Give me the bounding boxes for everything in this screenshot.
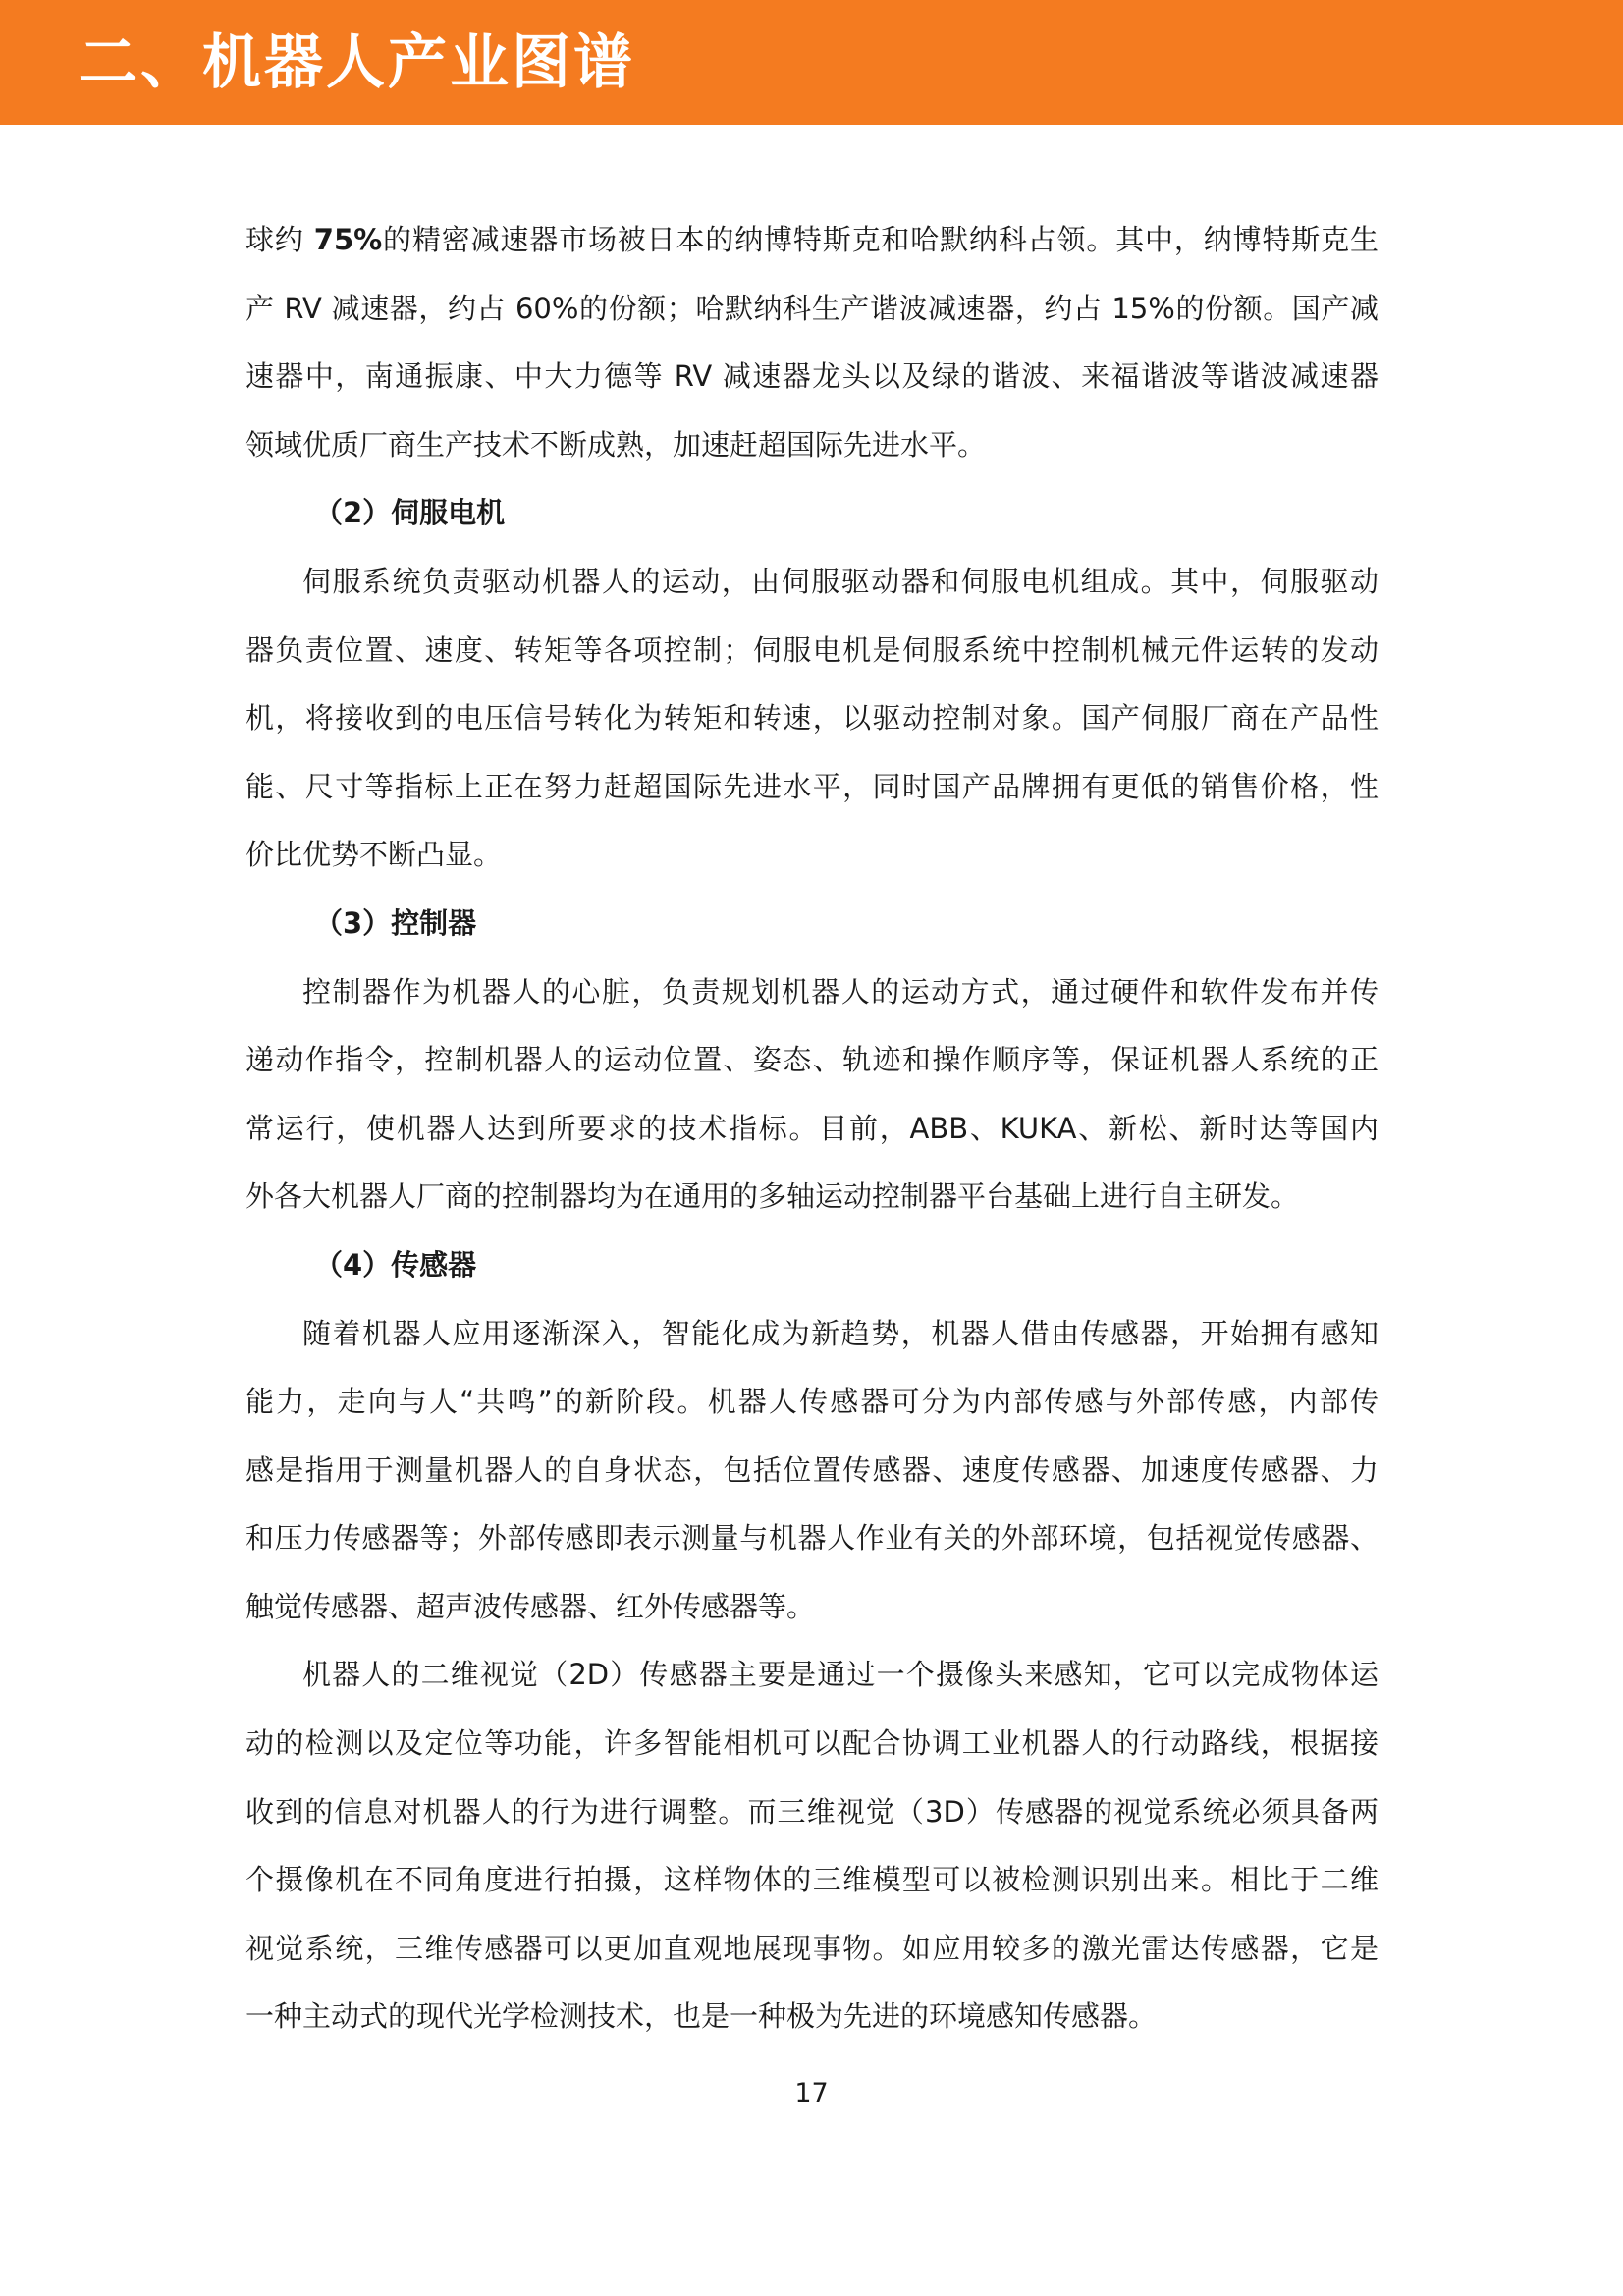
text-line: 外各大机器人厂商的控制器均为在通用的多轴运动控制器平台基础上进行自主研发。 <box>245 1179 1300 1214</box>
text-line: 能、尺寸等指标上正在努力赶超国际先进水平，同时国产品牌拥有更低的销售价格，性 <box>245 769 1379 803</box>
text-line: 随着机器人应用逐渐深入，智能化成为新趋势，机器人借由传感器，开始拥有感知 <box>302 1316 1379 1350</box>
text-segment: 的精密减速器市场被日本的纳博特斯克和哈默纳科占领。其中，纳博特斯克生 <box>382 223 1379 256</box>
text-line: 常运行，使机器人达到所要求的技术指标。目前，ABB、KUKA、新松、新时达等国内 <box>245 1111 1379 1145</box>
text-line <box>245 206 1379 275</box>
text-line: 伺服系统负责驱动机器人的运动，由伺服驱动器和伺服电机组成。其中，伺服驱动 <box>302 564 1379 598</box>
paragraph-vision-sensor <box>245 1641 1379 2051</box>
document-body <box>245 206 1379 2051</box>
header-band <box>0 0 1623 125</box>
text-line: 能力，走向与人“共鸣”的新阶段。机器人传感器可分为内部传感与外部传感，内部传 <box>245 1385 1379 1419</box>
text-line: 器负责位置、速度、转矩等各项控制；伺服电机是伺服系统中控制机械元件运转的发动 <box>245 632 1379 667</box>
highlight-percentage: 75% <box>313 223 383 256</box>
text-line: 动的检测以及定位等功能，许多智能相机可以配合协调工业机器人的行动路线，根据接 <box>245 1726 1379 1761</box>
text-line: 价比优势不断凸显。 <box>245 838 503 872</box>
text-line: 和压力传感器等；外部传感即表示测量与机器人作业有关的外部环境，包括视觉传感器、 <box>245 1521 1379 1556</box>
text-line: 速器中，南通振康、中大力德等 RV 减速器龙头以及绿的谐波、来福谐波等谐波减速器 <box>245 359 1379 394</box>
paragraph-controller <box>245 958 1379 1231</box>
text-line: 领域优质厂商生产技术不断成熟，加速赶超国际先进水平。 <box>245 427 987 462</box>
text-line: 一种主动式的现代光学检测技术，也是一种极为先进的环境感知传感器。 <box>245 1999 1158 2034</box>
text-line: 触觉传感器、超声波传感器、红外传感器等。 <box>245 1589 816 1623</box>
subsection-heading-servo-motor: （2）伺服电机 <box>314 496 506 530</box>
text-line: 机，将接收到的电压信号转化为转矩和转速，以驱动控制对象。国产伺服厂商在产品性 <box>245 701 1379 736</box>
text-line: 收到的信息对机器人的行为进行调整。而三维视觉（3D）传感器的视觉系统必须具备两 <box>245 1794 1379 1829</box>
text-segment: 球约 <box>245 223 314 256</box>
subsection-heading-sensor: （4）传感器 <box>314 1247 477 1282</box>
paragraph-sensor <box>245 1300 1379 1642</box>
text-line: 产 RV 减速器，约占 60%的份额；哈默纳科生产谐波减速器，约占 15%的份额。国产减 <box>245 291 1379 325</box>
text-line: 控制器作为机器人的心脏，负责规划机器人的运动方式，通过硬件和软件发布并传 <box>302 974 1379 1009</box>
subsection-heading-controller: （3）控制器 <box>314 905 477 940</box>
section-title: 二、机器人产业图谱 <box>79 28 635 97</box>
paragraph-servo-motor <box>245 548 1379 890</box>
text-line: 视觉系统，三维传感器可以更加直观地展现事物。如应用较多的激光雷达传感器，它是 <box>245 1931 1379 1965</box>
text-line: 感是指用于测量机器人的自身状态，包括位置传感器、速度传感器、加速度传感器、力 <box>245 1452 1379 1487</box>
text-line: 机器人的二维视觉（2D）传感器主要是通过一个摄像头来感知，它可以完成物体运 <box>302 1658 1379 1692</box>
text-line: 个摄像机在不同角度进行拍摄，这样物体的三维模型可以被检测识别出来。相比于二维 <box>245 1863 1379 1897</box>
text-line: 递动作指令，控制机器人的运动位置、姿态、轨迹和操作顺序等，保证机器人系统的正 <box>245 1043 1379 1077</box>
paragraph-reducer-market <box>245 206 1379 479</box>
page-number: 17 <box>794 2078 829 2108</box>
